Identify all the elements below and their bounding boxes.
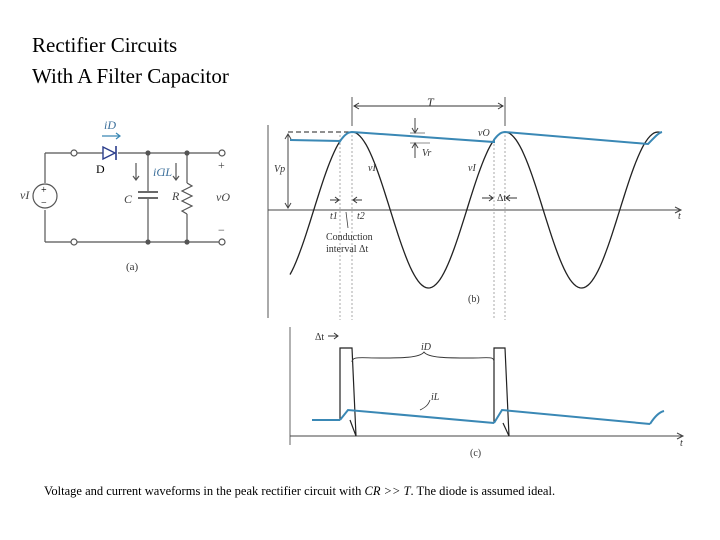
label-output-minus: − — [218, 223, 225, 237]
title-line-1: Rectifier Circuits — [32, 33, 178, 57]
waveform-b — [268, 97, 681, 320]
figure-caption — [44, 484, 555, 499]
label-iL-c: iL — [431, 392, 440, 403]
label-D: D — [96, 162, 105, 176]
label-iC: iC — [153, 165, 165, 179]
junction-dot — [146, 240, 150, 244]
label-output-plus: + — [218, 158, 225, 172]
label-vO-b: vO — [478, 128, 490, 139]
label-vI-b2: vI — [468, 163, 476, 174]
iD-pulse-2 — [494, 348, 509, 436]
label-Vr: Vr — [422, 148, 432, 159]
junction-dot — [146, 151, 150, 155]
junction-dot — [185, 151, 189, 155]
label-t-c: t — [680, 438, 683, 449]
terminal-node — [71, 150, 77, 156]
panel-label-a: (a) — [126, 261, 139, 273]
label-iL: iL — [162, 165, 173, 179]
waveform-c — [290, 327, 683, 445]
resistor-icon — [182, 183, 192, 214]
label-dt-b: Δt — [497, 193, 507, 204]
panel-label-c: (c) — [470, 448, 482, 459]
label-t-b: t — [678, 211, 681, 222]
label-vO: vO — [216, 190, 230, 204]
diode-icon — [103, 147, 115, 159]
title-line-2: With A Filter Capacitor — [32, 64, 229, 88]
label-vI: vI — [20, 188, 30, 202]
circuit-labels — [20, 118, 230, 273]
label-T: T — [427, 95, 434, 109]
iL-current-curve — [312, 410, 664, 424]
conduction-line-1: Conduction — [326, 232, 373, 243]
iD-pulse-1 — [340, 348, 356, 436]
label-iD: iD — [104, 118, 116, 132]
label-C: C — [124, 192, 133, 206]
label-t1: t1 — [330, 211, 338, 222]
iD-brace — [352, 352, 494, 362]
circuit-diagram — [33, 133, 225, 245]
label-iD-c: iD — [421, 342, 431, 353]
conduction-pointer — [346, 212, 348, 228]
label-dt-c: Δt — [315, 332, 325, 343]
label-R: R — [172, 189, 180, 203]
label-source-minus: − — [41, 198, 47, 209]
label-vI-b1: vI — [368, 163, 376, 174]
caption-prefix: Voltage and current waveforms in the peak rectifier circuit with — [44, 484, 365, 498]
waveform-c-labels — [315, 332, 683, 459]
terminal-node — [219, 239, 225, 245]
caption-suffix: . The diode is assumed ideal. — [410, 484, 556, 498]
vO-output-curve — [290, 132, 662, 144]
caption-math: CR >> T — [364, 484, 411, 498]
label-Vp: Vp — [274, 164, 286, 175]
junction-dot — [185, 240, 189, 244]
terminal-node — [71, 239, 77, 245]
label-source-plus: + — [41, 185, 47, 196]
conduction-line-2: interval Δt — [326, 244, 369, 255]
iL-pointer — [420, 400, 430, 410]
label-t2: t2 — [357, 211, 365, 222]
terminal-node — [219, 150, 225, 156]
panel-label-b: (b) — [468, 294, 480, 305]
